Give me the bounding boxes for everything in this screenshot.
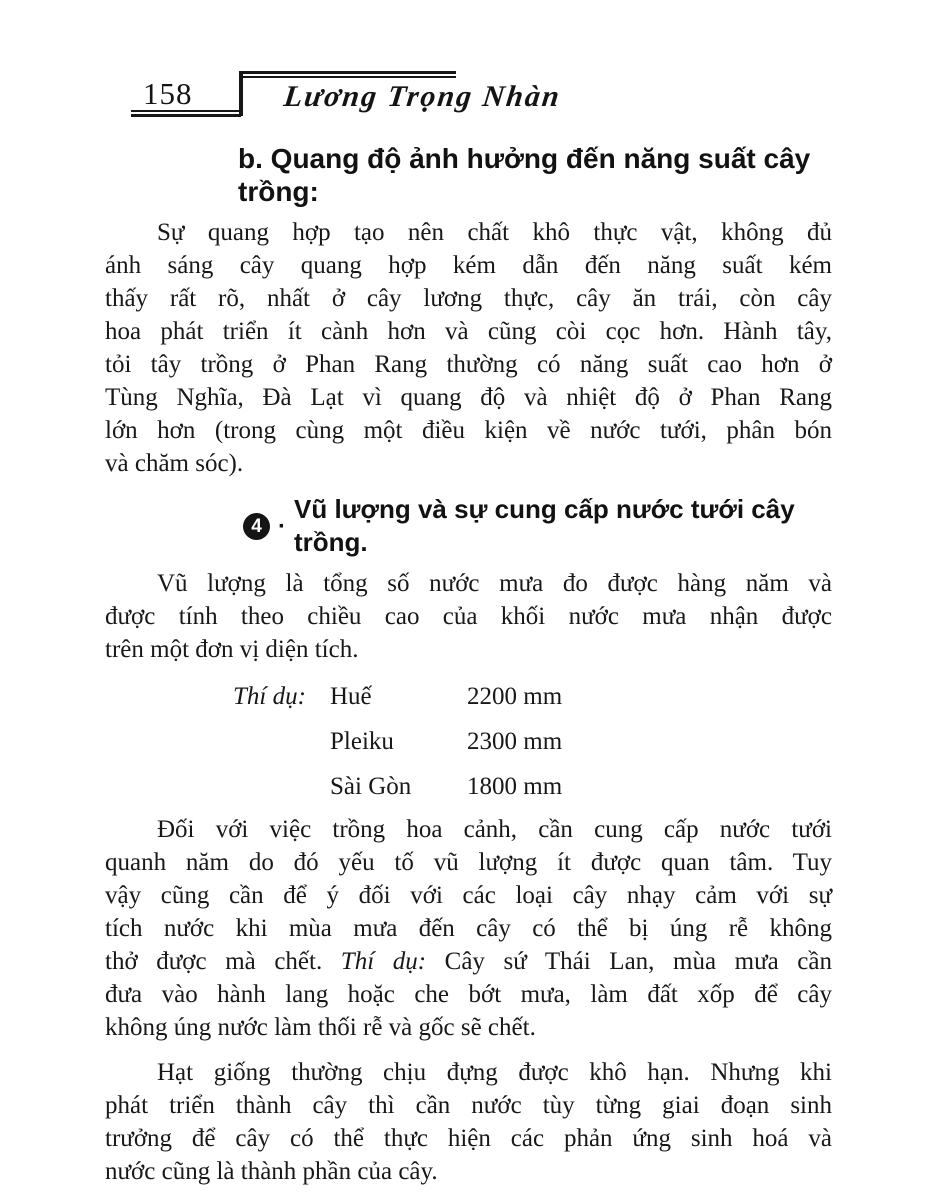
rainfall-value: 1800 mm [467, 773, 563, 800]
line-segment: thở được mà chết. [105, 948, 341, 975]
subsection-heading-4 [243, 493, 832, 559]
running-head-author: Lương Trọng Nhàn [282, 80, 563, 113]
body-line: không úng nước làm thối rễ và gốc sẽ chết. [105, 1014, 536, 1041]
body-line: Hạt giống thường chịu đựng được khô hạn. Nhưng khi [157, 1059, 832, 1086]
body-line-with-italic [105, 945, 832, 978]
body-line: ánh sáng cây quang hợp kém dẫn đến năng suất kém [105, 252, 832, 279]
body-line: phát triển thành cây thì cần nước tùy từng giai đoạn sinh [105, 1092, 832, 1119]
body-line: Đối với việc trồng hoa cảnh, cần cung cấp nước tưới [157, 816, 832, 843]
example-label-spacer [233, 764, 330, 809]
heading-separator-dot: · [278, 512, 286, 540]
header-top-rule [239, 71, 456, 78]
page-header [0, 0, 930, 130]
line-segment: Cây sứ Thái Lan, mùa mưa cần [426, 948, 832, 975]
subsection-heading-b: b. Quang độ ảnh hưởng đến năng suất cây trồng: [238, 143, 811, 207]
example-row [233, 719, 832, 764]
city-name: Pleiku [330, 728, 394, 755]
page-number-underline [131, 110, 241, 117]
rainfall-value: 2300 mm [467, 728, 563, 755]
header-corner-rule [239, 72, 243, 116]
body-line: trên một đơn vị diện tích. [105, 636, 359, 663]
body-line: vậy cũng cần để ý đối với các loại cây nhạy cảm với sự [105, 882, 832, 909]
body-line: Sự quang hợp tạo nên chất khô thực vật, không đủ [157, 219, 832, 246]
body-line: trưởng để cây có thể thực hiện các phản ứng sinh hoá và [105, 1125, 832, 1152]
rainfall-example-table [233, 674, 832, 809]
body-line: Vũ lượng là tổng số nước mưa đo được hàng năm và [157, 570, 832, 597]
example-row [233, 764, 832, 809]
paragraph-hat-giong [105, 1056, 832, 1188]
body-line: Tùng Nghĩa, Đà Lạt vì quang độ và nhiệt độ ở Phan Rang [105, 384, 832, 411]
page-number: 158 [143, 76, 193, 111]
heading-title: Vũ lượng và sự cung cấp nước tưới cây trồng. [294, 494, 795, 557]
body-line: thấy rất rõ, nhất ở cây lương thực, cây ăn trái, còn cây [105, 285, 832, 312]
thi-du-italic-label: Thí dụ: [340, 948, 427, 975]
body-line: hoa phát triển ít cành hơn và cũng còi cọc hơn. Hành tây, [105, 318, 832, 345]
rainfall-value: 2200 mm [467, 683, 563, 710]
city-name: Huế [330, 683, 372, 710]
paragraph-quang-do [105, 216, 832, 480]
page-body [105, 130, 832, 1188]
body-line: được tính theo chiều cao của khối nước mưa nhận được [105, 603, 832, 630]
body-line: tích nước khi mùa mưa đến cây có thể bị úng rễ không [105, 915, 832, 942]
body-line: lớn hơn (trong cùng một điều kiện về nước tưới, phân bón [105, 417, 832, 444]
city-name: Sài Gòn [330, 773, 412, 800]
body-line: nước cũng là thành phần của cây. [105, 1158, 438, 1185]
body-line: đưa vào hành lang hoặc che bớt mưa, làm đất xốp để cây [105, 981, 832, 1008]
paragraph-hoa-canh [105, 813, 832, 1044]
example-label-spacer [233, 719, 330, 764]
paragraph-vu-luong [105, 567, 832, 666]
circled-4-icon: 4 [243, 513, 270, 540]
body-line: và chăm sóc). [105, 450, 244, 477]
body-line: tỏi tây trồng ở Phan Rang thường có năng suất cao hơn ở [105, 351, 832, 378]
example-row [233, 674, 832, 719]
body-line: quanh năm do đó yếu tố vũ lượng ít được quan tâm. Tuy [105, 849, 832, 876]
example-label: Thí dụ: [233, 683, 306, 710]
